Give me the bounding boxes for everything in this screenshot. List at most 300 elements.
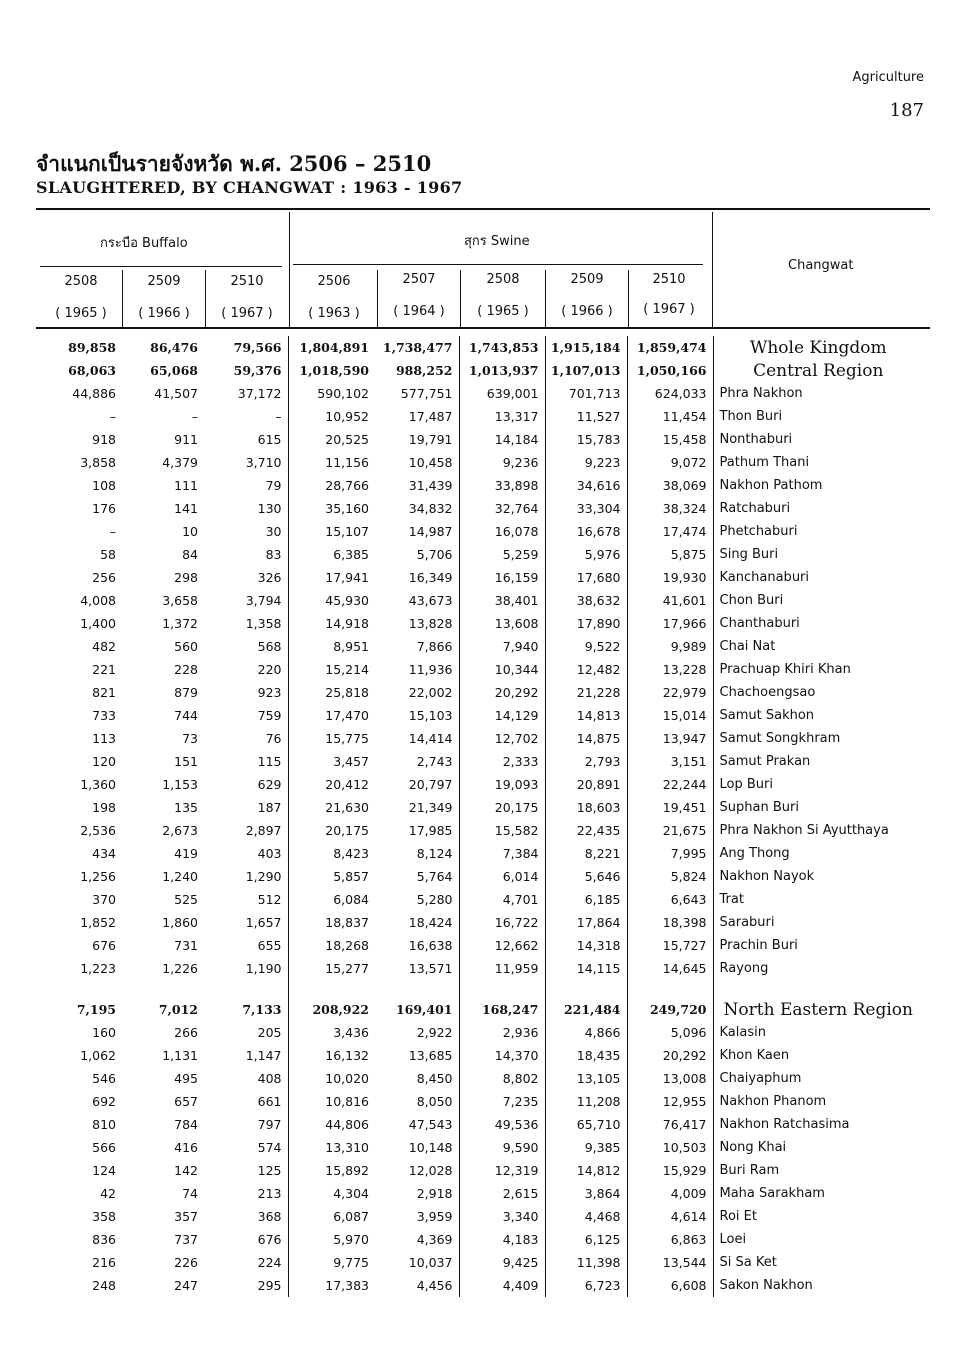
value-cell: 3,710 (204, 451, 288, 474)
value-cell: 130 (204, 497, 288, 520)
value-cell: 226 (174, 1255, 198, 1270)
buffalo-group-rule (40, 266, 282, 267)
value-cell: 14,987 (375, 520, 459, 543)
value-cell: 15,458 (627, 428, 713, 451)
gap-cell (713, 980, 923, 998)
value-cell: 34,832 (375, 497, 459, 520)
table-row (36, 911, 923, 934)
value-cell: 1,400 (80, 616, 116, 631)
value-cell: 6,723 (545, 1274, 627, 1297)
value-cell: 7,866 (375, 635, 459, 658)
value-cell: 15,582 (459, 819, 545, 842)
changwat-name: Saraburi (719, 915, 775, 930)
changwat-name: Phra Nakhon Si Ayutthaya (719, 823, 889, 838)
value-cell: 17,966 (627, 612, 713, 635)
value-cell: 18,398 (627, 911, 713, 934)
value-cell: 84 (182, 547, 198, 562)
value-cell: 836 (92, 1232, 116, 1247)
value-cell: 6,608 (627, 1274, 713, 1297)
value-cell: 13,105 (545, 1067, 627, 1090)
value-cell: 1,240 (162, 869, 198, 884)
value-cell: 8,423 (333, 846, 369, 861)
table-row (36, 750, 923, 773)
table-row (36, 819, 923, 842)
value-cell: 198 (92, 800, 116, 815)
col-year-buffalo-2509: 2509 (147, 274, 181, 289)
value-cell: 17,474 (627, 520, 713, 543)
value-cell: 9,989 (627, 635, 713, 658)
changwat-name: Thon Buri (719, 409, 783, 424)
table-row (36, 520, 923, 543)
value-cell: 5,096 (627, 1021, 713, 1044)
value-cell: 15,107 (325, 524, 369, 539)
value-cell: 6,125 (545, 1228, 627, 1251)
value-cell: 160 (92, 1025, 116, 1040)
value-cell: 15,214 (325, 662, 369, 677)
value-cell: 9,236 (459, 451, 545, 474)
col-ce-swine-1966: ( 1966 ) (561, 304, 613, 319)
changwat-name: Chai Nat (719, 639, 776, 654)
value-cell: 21,228 (545, 681, 627, 704)
col-year-swine-2509: 2509 (570, 272, 604, 287)
value-cell: 151 (174, 754, 198, 769)
changwat-name: Chon Buri (719, 593, 784, 608)
value-cell: 357 (174, 1209, 198, 1224)
value-cell: 16,638 (375, 934, 459, 957)
value-cell: 33,304 (545, 497, 627, 520)
col-ce-buffalo-1966: ( 1966 ) (138, 306, 190, 321)
value-cell: 12,955 (627, 1090, 713, 1113)
table-row (36, 1021, 923, 1044)
value-cell: 14,414 (375, 727, 459, 750)
value-cell: 629 (204, 773, 288, 796)
col-ce-buffalo-1965: ( 1965 ) (55, 306, 107, 321)
value-cell: 14,318 (545, 934, 627, 957)
value-cell: 13,947 (627, 727, 713, 750)
changwat-name: Lop Buri (719, 777, 773, 792)
value-cell: 19,093 (459, 773, 545, 796)
value-cell: 1,358 (204, 612, 288, 635)
value-cell: 44,806 (325, 1117, 369, 1132)
buffalo-col-divider-1 (122, 270, 123, 327)
value-cell: 20,175 (325, 823, 369, 838)
value-cell: 15,727 (627, 934, 713, 957)
value-cell: 141 (174, 501, 198, 516)
value-cell: 14,918 (325, 616, 369, 631)
value-cell: 733 (92, 708, 116, 723)
value-cell: 22,002 (375, 681, 459, 704)
value-cell: 30 (204, 520, 288, 543)
value-cell: 1,013,937 (459, 359, 545, 382)
changwat-name: Nong Khai (719, 1140, 787, 1155)
value-cell: 1,915,184 (545, 336, 627, 359)
value-cell: 6,185 (545, 888, 627, 911)
value-cell: 38,069 (627, 474, 713, 497)
value-cell: 120 (92, 754, 116, 769)
table-row (36, 543, 923, 566)
title-thai: จำแนกเป็นรายจังหวัด พ.ศ. 2506 – 2510 (36, 151, 432, 176)
title-english: SLAUGHTERED, BY CHANGWAT : 1963 - 1967 (36, 178, 463, 197)
value-cell: 65,068 (150, 363, 198, 378)
value-cell: 21,349 (375, 796, 459, 819)
changwat-name: Prachuap Khiri Khan (719, 662, 851, 677)
value-cell: 7,995 (627, 842, 713, 865)
value-cell: 135 (174, 800, 198, 815)
value-cell: 10,344 (459, 658, 545, 681)
value-cell: 7,012 (158, 1002, 198, 1017)
value-cell: 12,662 (459, 934, 545, 957)
value-cell: 17,941 (325, 570, 369, 585)
value-cell: 2,333 (459, 750, 545, 773)
value-cell: 5,875 (627, 543, 713, 566)
value-cell: 17,487 (375, 405, 459, 428)
value-cell: 2,918 (375, 1182, 459, 1205)
value-cell: 759 (204, 704, 288, 727)
value-cell: 113 (92, 731, 116, 746)
value-cell: 5,970 (333, 1232, 369, 1247)
changwat-name: Phra Nakhon (719, 386, 803, 401)
value-cell: 11,959 (459, 957, 545, 980)
table-row (36, 1067, 923, 1090)
value-cell: 295 (204, 1274, 288, 1297)
value-cell: 38,324 (627, 497, 713, 520)
value-cell: 79,566 (204, 336, 288, 359)
value-cell: 8,951 (333, 639, 369, 654)
value-cell: 577,751 (375, 382, 459, 405)
value-cell: 35,160 (325, 501, 369, 516)
value-cell: 2,615 (459, 1182, 545, 1205)
gap-cell (204, 980, 288, 998)
changwat-name: Samut Sakhon (719, 708, 815, 723)
value-cell: 525 (174, 892, 198, 907)
value-cell: 655 (204, 934, 288, 957)
value-cell: 3,864 (545, 1182, 627, 1205)
value-cell: 73 (182, 731, 198, 746)
value-cell: 10,037 (375, 1251, 459, 1274)
table-row (36, 773, 923, 796)
value-cell: 216 (92, 1255, 116, 1270)
value-cell: 18,603 (545, 796, 627, 819)
value-cell: 568 (204, 635, 288, 658)
swine-group-rule (293, 264, 703, 265)
value-cell: 574 (204, 1136, 288, 1159)
value-cell: 18,424 (375, 911, 459, 934)
value-cell: 176 (92, 501, 116, 516)
table-row (36, 451, 923, 474)
value-cell: 6,087 (333, 1209, 369, 1224)
changwat-name: Chanthaburi (719, 616, 800, 631)
value-cell: 248 (92, 1278, 116, 1293)
value-cell: 4,304 (333, 1186, 369, 1201)
value-cell: 495 (174, 1071, 198, 1086)
value-cell: 7,195 (76, 1002, 116, 1017)
value-cell: 590,102 (317, 386, 369, 401)
value-cell: 22,435 (545, 819, 627, 842)
value-cell: 21,675 (627, 819, 713, 842)
changwat-name: Chachoengsao (719, 685, 816, 700)
value-cell: 810 (92, 1117, 116, 1132)
value-cell: 21,630 (325, 800, 369, 815)
changwat-name: Loei (719, 1232, 747, 1247)
value-cell: 31,439 (375, 474, 459, 497)
value-cell: 22,979 (627, 681, 713, 704)
value-cell: 4,866 (545, 1021, 627, 1044)
value-cell: 676 (92, 938, 116, 953)
value-cell: 701,713 (545, 382, 627, 405)
value-cell: 692 (92, 1094, 116, 1109)
value-cell: 16,078 (459, 520, 545, 543)
value-cell: 10,458 (375, 451, 459, 474)
value-cell: 11,936 (375, 658, 459, 681)
value-cell: 566 (92, 1140, 116, 1155)
changwat-name: Buri Ram (719, 1163, 780, 1178)
table-row (36, 1090, 923, 1113)
value-cell: 416 (174, 1140, 198, 1155)
value-cell: 41,507 (154, 386, 198, 401)
table-row (36, 1274, 923, 1297)
table-row (36, 382, 923, 405)
value-cell: 19,451 (627, 796, 713, 819)
value-cell: 18,435 (545, 1044, 627, 1067)
value-cell: 5,706 (375, 543, 459, 566)
changwat-name: Si Sa Ket (719, 1255, 777, 1270)
value-cell: 797 (204, 1113, 288, 1136)
value-cell: 20,891 (545, 773, 627, 796)
value-cell: 4,468 (545, 1205, 627, 1228)
value-cell: 14,370 (459, 1044, 545, 1067)
value-cell: 20,175 (459, 796, 545, 819)
header-bottom-rule (36, 327, 930, 329)
table-row (36, 888, 923, 911)
value-cell: 221 (92, 662, 116, 677)
gap-cell (36, 980, 122, 998)
value-cell: 3,959 (375, 1205, 459, 1228)
region-total-row (36, 359, 923, 382)
value-cell: 7,384 (459, 842, 545, 865)
value-cell: 6,014 (459, 865, 545, 888)
col-year-swine-2507: 2507 (402, 272, 436, 287)
value-cell: 8,050 (375, 1090, 459, 1113)
value-cell: 15,929 (627, 1159, 713, 1182)
changwat-name: Rayong (719, 961, 769, 976)
col-ce-swine-1967: ( 1967 ) (643, 302, 695, 317)
value-cell: 33,898 (459, 474, 545, 497)
value-cell: 111 (174, 478, 198, 493)
value-cell: 205 (204, 1021, 288, 1044)
page-number: 187 (889, 100, 924, 121)
value-cell: 1,859,474 (627, 336, 713, 359)
value-cell: 408 (204, 1067, 288, 1090)
value-cell: 25,818 (325, 685, 369, 700)
table-row (36, 1044, 923, 1067)
value-cell: 326 (204, 566, 288, 589)
value-cell: 784 (174, 1117, 198, 1132)
changwat-name: Ang Thong (719, 846, 790, 861)
value-cell: 2,936 (459, 1021, 545, 1044)
changwat-name: Nakhon Pathom (719, 478, 823, 493)
value-cell: 11,454 (627, 405, 713, 428)
value-cell: 3,151 (627, 750, 713, 773)
changwat-name: Sing Buri (719, 547, 779, 562)
value-cell: 86,476 (150, 340, 198, 355)
value-cell: 15,277 (325, 961, 369, 976)
changwat-name: Nonthaburi (719, 432, 793, 447)
table-row (36, 405, 923, 428)
value-cell: 3,340 (459, 1205, 545, 1228)
value-cell: 5,857 (333, 869, 369, 884)
swine-group-header: สุกร Swine (464, 234, 530, 249)
value-cell: 6,863 (627, 1228, 713, 1251)
value-cell: 6,385 (333, 547, 369, 562)
table-row (36, 1205, 923, 1228)
value-cell: 11,156 (325, 455, 369, 470)
value-cell: 79 (204, 474, 288, 497)
value-cell: 15,014 (627, 704, 713, 727)
table-row (36, 474, 923, 497)
value-cell: 1,223 (80, 961, 116, 976)
value-cell: 7,235 (459, 1090, 545, 1113)
gap-cell (288, 980, 375, 998)
value-cell: 14,129 (459, 704, 545, 727)
gap-cell (459, 980, 545, 998)
value-cell: 15,103 (375, 704, 459, 727)
changwat-name: Nakhon Nayok (719, 869, 815, 884)
changwat-name: Pathum Thani (719, 455, 810, 470)
value-cell: 5,259 (459, 543, 545, 566)
value-cell: 17,680 (545, 566, 627, 589)
table-row (36, 589, 923, 612)
value-cell: 546 (92, 1071, 116, 1086)
value-cell: 12,482 (545, 658, 627, 681)
value-cell: 1,018,590 (299, 363, 369, 378)
value-cell: 115 (204, 750, 288, 773)
value-cell: 1,107,013 (545, 359, 627, 382)
value-cell: 1,153 (162, 777, 198, 792)
table-row (36, 934, 923, 957)
changwat-name: Khon Kaen (719, 1048, 790, 1063)
value-cell: 657 (174, 1094, 198, 1109)
value-cell: 38,401 (459, 589, 545, 612)
value-cell: 142 (174, 1163, 198, 1178)
buffalo-group-header: กระบือ Buffalo (100, 236, 188, 251)
value-cell: 4,008 (80, 593, 116, 608)
value-cell: 3,658 (162, 593, 198, 608)
value-cell: 13,317 (459, 405, 545, 428)
value-cell: – (204, 405, 288, 428)
changwat-name: Kanchanaburi (719, 570, 810, 585)
changwat-name: North Eastern Region (723, 999, 913, 1020)
value-cell: 256 (92, 570, 116, 585)
value-cell: 1,226 (162, 961, 198, 976)
value-cell: 221,484 (545, 998, 627, 1021)
value-cell: 28,766 (325, 478, 369, 493)
col-ce-swine-1965: ( 1965 ) (477, 304, 529, 319)
col-year-swine-2508: 2508 (486, 272, 520, 287)
changwat-header: Changwat (788, 258, 854, 273)
value-cell: 1,372 (162, 616, 198, 631)
col-year-swine-2510: 2510 (652, 272, 686, 287)
value-cell: 7,133 (204, 998, 288, 1021)
value-cell: 14,115 (545, 957, 627, 980)
value-cell: 988,252 (375, 359, 459, 382)
value-cell: 731 (174, 938, 198, 953)
value-cell: 11,398 (545, 1251, 627, 1274)
value-cell: 266 (174, 1025, 198, 1040)
value-cell: 615 (204, 428, 288, 451)
value-cell: 8,124 (375, 842, 459, 865)
value-cell: 879 (174, 685, 198, 700)
value-cell: 1,050,166 (627, 359, 713, 382)
value-cell: 14,645 (627, 957, 713, 980)
value-cell: 744 (174, 708, 198, 723)
changwat-name: Chaiyaphum (719, 1071, 802, 1086)
value-cell: 187 (204, 796, 288, 819)
section-label: Agriculture (852, 70, 924, 85)
value-cell: 19,791 (375, 428, 459, 451)
value-cell: 17,864 (545, 911, 627, 934)
value-cell: 4,183 (459, 1228, 545, 1251)
value-cell: 20,292 (627, 1044, 713, 1067)
value-cell: 6,084 (333, 892, 369, 907)
value-cell: 16,132 (325, 1048, 369, 1063)
value-cell: 47,543 (375, 1113, 459, 1136)
value-cell: 2,743 (375, 750, 459, 773)
value-cell: 20,292 (459, 681, 545, 704)
value-cell: 10,952 (325, 409, 369, 424)
value-cell: 68,063 (68, 363, 116, 378)
value-cell: 737 (174, 1232, 198, 1247)
table-row (36, 681, 923, 704)
changwat-name: Central Region (753, 360, 884, 381)
value-cell: 16,349 (375, 566, 459, 589)
value-cell: 4,456 (375, 1274, 459, 1297)
changwat-name: Nakhon Phanom (719, 1094, 827, 1109)
changwat-name: Suphan Buri (719, 800, 799, 815)
value-cell: 13,228 (627, 658, 713, 681)
changwat-name: Roi Et (719, 1209, 757, 1224)
value-cell: 1,290 (204, 865, 288, 888)
value-cell: 13,310 (325, 1140, 369, 1155)
value-cell: 16,678 (545, 520, 627, 543)
table-row (36, 1228, 923, 1251)
table-row (36, 428, 923, 451)
value-cell: 12,319 (459, 1159, 545, 1182)
value-cell: 12,028 (375, 1159, 459, 1182)
value-cell: 83 (204, 543, 288, 566)
value-cell: 5,646 (545, 865, 627, 888)
value-cell: 8,221 (545, 842, 627, 865)
table-row (36, 566, 923, 589)
value-cell: 5,764 (375, 865, 459, 888)
value-cell: 59,376 (204, 359, 288, 382)
value-cell: 8,802 (459, 1067, 545, 1090)
value-cell: 368 (204, 1205, 288, 1228)
value-cell: 1,062 (80, 1048, 116, 1063)
value-cell: 11,527 (545, 405, 627, 428)
value-cell: 1,860 (162, 915, 198, 930)
value-cell: 20,412 (325, 777, 369, 792)
value-cell: – (109, 524, 116, 539)
gap-cell (375, 980, 459, 998)
value-cell: 911 (174, 432, 198, 447)
value-cell: 639,001 (459, 382, 545, 405)
value-cell: 208,922 (312, 1002, 369, 1017)
value-cell: 124 (92, 1163, 116, 1178)
value-cell: 65,710 (545, 1113, 627, 1136)
value-cell: – (109, 409, 116, 424)
value-cell: 220 (204, 658, 288, 681)
value-cell: 13,544 (627, 1251, 713, 1274)
